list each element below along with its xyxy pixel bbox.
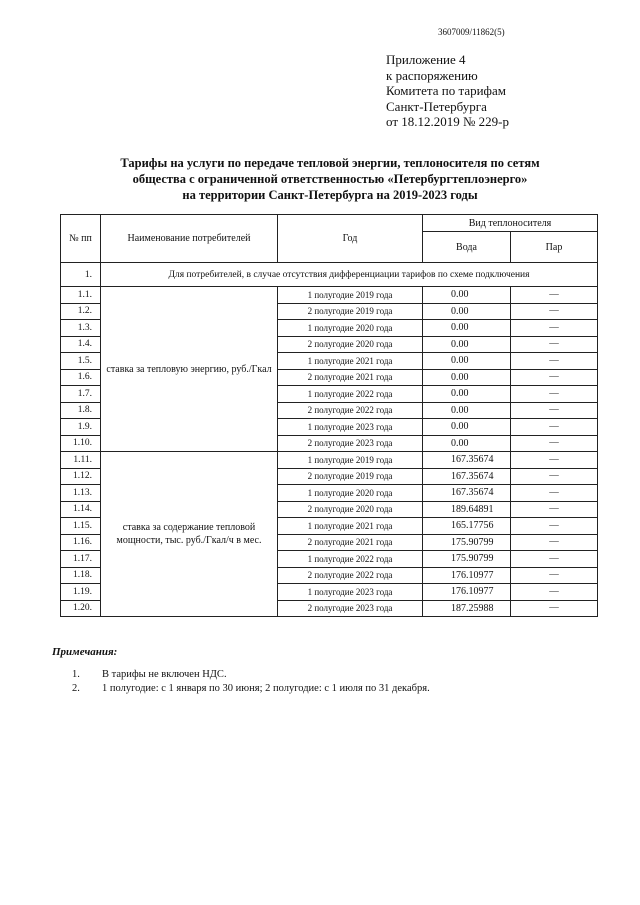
water-value: 0.00 — [423, 336, 511, 353]
appendix-line: от 18.12.2019 № 229-р — [386, 114, 509, 129]
row-number: 1.19. — [61, 584, 101, 601]
group-number: 1. — [61, 263, 101, 287]
note-text: 1 полугодие: с 1 января по 30 июня; 2 полугодие: с 1 июля по 31 декабря. — [102, 683, 430, 694]
row-number: 1.15. — [61, 518, 101, 535]
period-cell: 2 полугодие 2023 года — [278, 600, 423, 617]
period-cell: 1 полугодие 2019 года — [278, 452, 423, 469]
water-value: 176.10977 — [423, 584, 511, 601]
steam-value: — — [511, 567, 598, 584]
header-steam: Пар — [511, 232, 598, 263]
water-value: 165.17756 — [423, 518, 511, 535]
row-number: 1.14. — [61, 501, 101, 518]
row-number: 1.12. — [61, 468, 101, 485]
period-cell: 2 полугодие 2019 года — [278, 303, 423, 320]
row-number: 1.4. — [61, 336, 101, 353]
appendix-line: Приложение 4 — [386, 52, 466, 67]
consumer-name: ставка за тепловую энергию, руб./Гкал — [101, 287, 278, 452]
steam-value: — — [511, 435, 598, 452]
water-value: 167.35674 — [423, 485, 511, 502]
appendix-line: Санкт-Петербурга — [386, 98, 487, 114]
row-number: 1.10. — [61, 435, 101, 452]
steam-value: — — [511, 600, 598, 617]
group-row — [61, 263, 598, 287]
table-row — [61, 287, 598, 304]
appendix-line: Комитета по тарифам — [386, 83, 506, 98]
period-cell: 2 полугодие 2019 года — [278, 468, 423, 485]
period-cell: 1 полугодие 2022 года — [278, 551, 423, 568]
period-cell: 2 полугодие 2021 года — [278, 369, 423, 386]
water-value: 176.10977 — [423, 567, 511, 584]
row-number: 1.13. — [61, 485, 101, 502]
notes-title: Примечания: — [52, 646, 118, 658]
table-row — [61, 452, 598, 469]
note-number: 2. — [72, 683, 80, 694]
steam-value: — — [511, 320, 598, 337]
steam-value: — — [511, 551, 598, 568]
steam-value: — — [511, 584, 598, 601]
note-number: 1. — [72, 669, 80, 680]
consumer-name: ставка за содержание тепловой мощности, тыс. руб./Гкал/ч в мес. — [101, 452, 278, 617]
row-number: 1.3. — [61, 320, 101, 337]
period-cell: 2 полугодие 2023 года — [278, 435, 423, 452]
steam-value: — — [511, 419, 598, 436]
group-text: Для потребителей, в случае отсутствия дифференциации тарифов по схеме подключения — [101, 263, 598, 287]
period-cell: 1 полугодие 2020 года — [278, 320, 423, 337]
title-line: на территории Санкт-Петербурга на 2019-2023 годы — [182, 188, 478, 202]
steam-value: — — [511, 468, 598, 485]
steam-value: — — [511, 402, 598, 419]
title-line: Тарифы на услуги по передаче тепловой энергии, теплоносителя по сетям — [120, 156, 540, 170]
appendix-line: к распоряжению — [386, 67, 478, 83]
row-number: 1.20. — [61, 600, 101, 617]
water-value: 187.25988 — [423, 600, 511, 617]
water-value: 0.00 — [423, 402, 511, 419]
water-value: 0.00 — [423, 320, 511, 337]
water-value: 0.00 — [423, 287, 511, 304]
row-number: 1.11. — [61, 452, 101, 469]
row-number: 1.7. — [61, 386, 101, 403]
row-number: 1.5. — [61, 353, 101, 370]
period-cell: 2 полугодие 2021 года — [278, 534, 423, 551]
steam-value: — — [511, 386, 598, 403]
steam-value: — — [511, 353, 598, 370]
water-value: 167.35674 — [423, 452, 511, 469]
period-cell: 2 полугодие 2020 года — [278, 336, 423, 353]
row-number: 1.18. — [61, 567, 101, 584]
water-value: 175.90799 — [423, 551, 511, 568]
row-number: 1.16. — [61, 534, 101, 551]
water-value: 0.00 — [423, 303, 511, 320]
row-number: 1.2. — [61, 303, 101, 320]
steam-value: — — [511, 303, 598, 320]
header-carrier: Вид теплоносителя — [423, 215, 598, 232]
period-cell: 2 полугодие 2022 года — [278, 402, 423, 419]
period-cell: 1 полугодие 2019 года — [278, 287, 423, 304]
water-value: 0.00 — [423, 386, 511, 403]
period-cell: 1 полугодие 2020 года — [278, 485, 423, 502]
water-value: 0.00 — [423, 369, 511, 386]
period-cell: 1 полугодие 2023 года — [278, 584, 423, 601]
steam-value: — — [511, 369, 598, 386]
steam-value: — — [511, 485, 598, 502]
appendix-block — [386, 52, 509, 130]
period-cell: 1 полугодие 2023 года — [278, 419, 423, 436]
note-item — [72, 682, 430, 696]
water-value: 167.35674 — [423, 468, 511, 485]
title-line: общества с ограниченной ответственностью «Петербургтеплоэнерго» — [132, 172, 528, 186]
steam-value: — — [511, 336, 598, 353]
header-consumer: Наименование потребителей — [101, 215, 278, 263]
header-water: Вода — [423, 232, 511, 263]
document-title — [60, 155, 600, 203]
water-value: 175.90799 — [423, 534, 511, 551]
steam-value: — — [511, 518, 598, 535]
water-value: 0.00 — [423, 435, 511, 452]
tariff-table — [60, 214, 598, 617]
period-cell: 1 полугодие 2022 года — [278, 386, 423, 403]
steam-value: — — [511, 287, 598, 304]
period-cell: 1 полугодие 2021 года — [278, 353, 423, 370]
steam-value: — — [511, 534, 598, 551]
row-number: 1.8. — [61, 402, 101, 419]
period-cell: 2 полугодие 2020 года — [278, 501, 423, 518]
note-text: В тарифы не включен НДС. — [102, 669, 227, 680]
period-cell: 1 полугодие 2021 года — [278, 518, 423, 535]
water-value: 0.00 — [423, 353, 511, 370]
row-number: 1.17. — [61, 551, 101, 568]
water-value: 189.64891 — [423, 501, 511, 518]
water-value: 0.00 — [423, 419, 511, 436]
steam-value: — — [511, 452, 598, 469]
notes-list — [72, 668, 430, 696]
row-number: 1.9. — [61, 419, 101, 436]
steam-value: — — [511, 501, 598, 518]
document-number: 3607009/11862(5) — [438, 27, 505, 37]
header-number: № пп — [61, 215, 101, 263]
row-number: 1.6. — [61, 369, 101, 386]
note-item — [72, 668, 430, 682]
row-number: 1.1. — [61, 287, 101, 304]
period-cell: 2 полугодие 2022 года — [278, 567, 423, 584]
header-year: Год — [278, 215, 423, 263]
